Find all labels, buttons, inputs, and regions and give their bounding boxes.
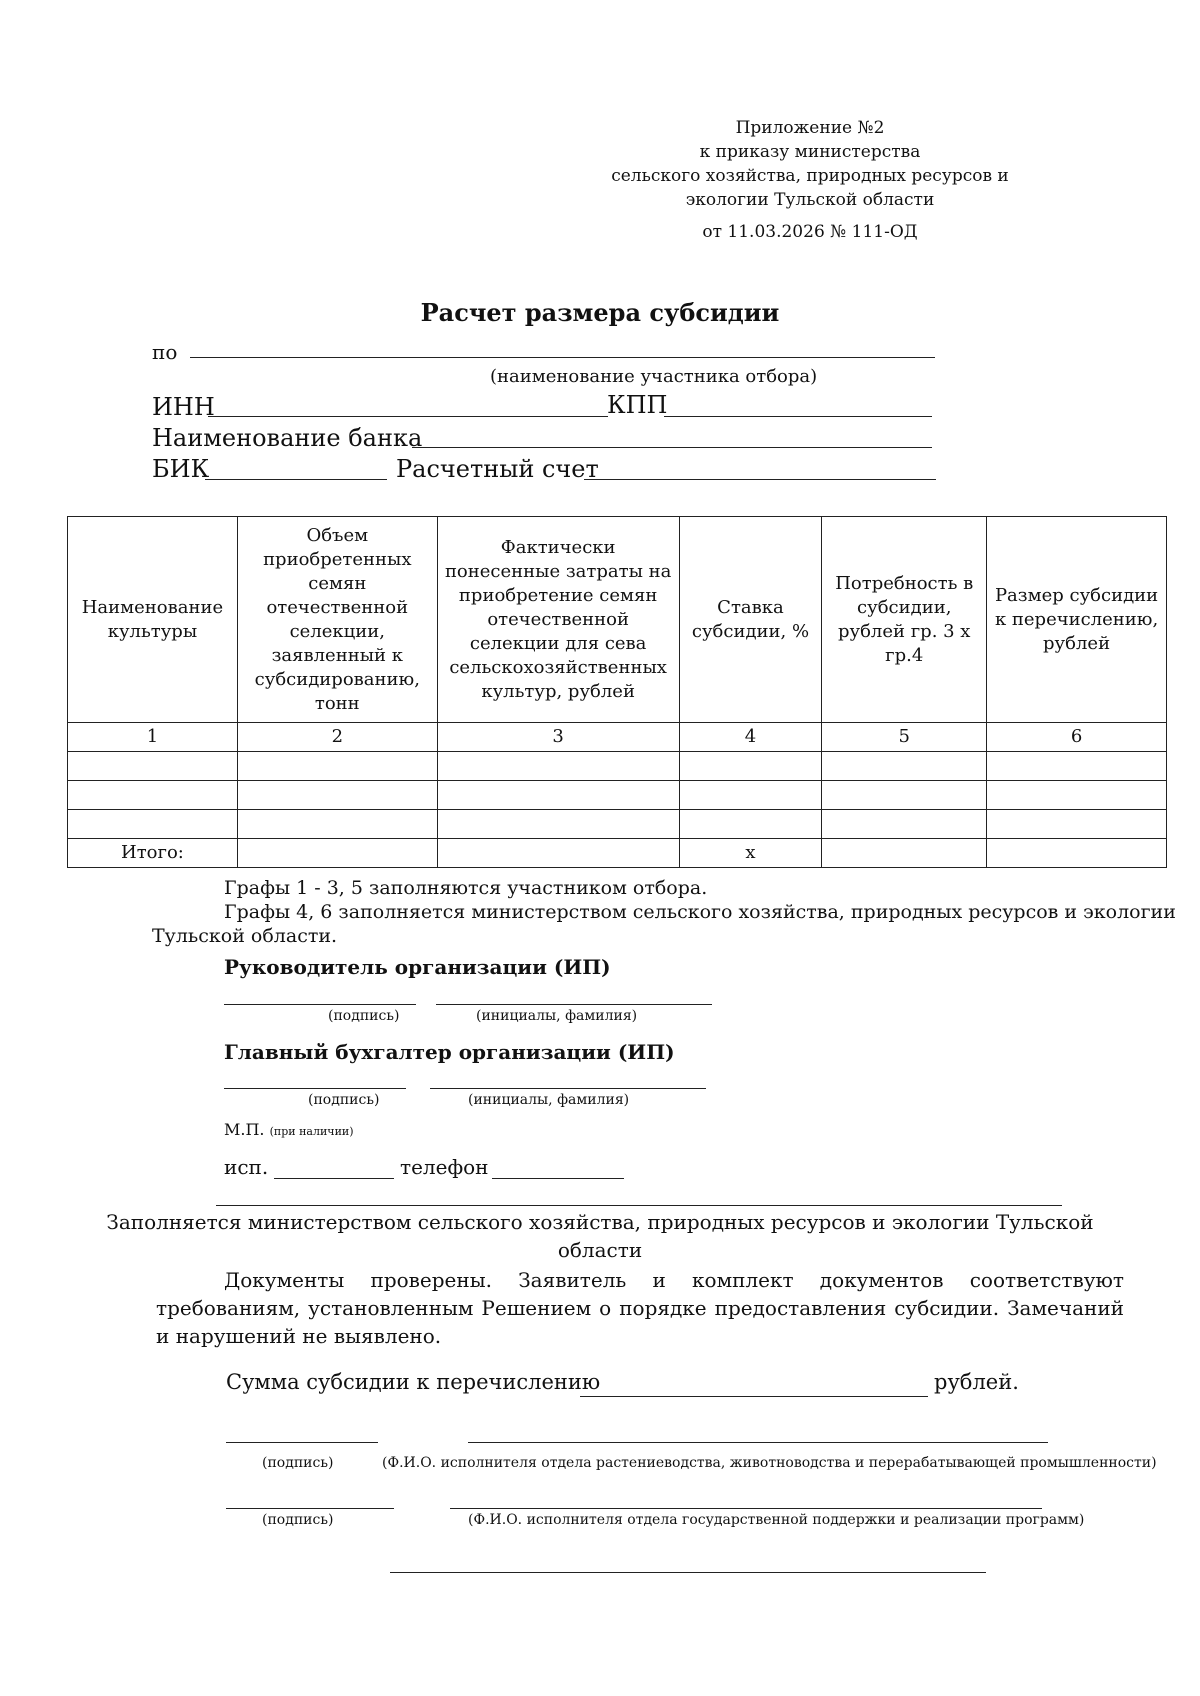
stamp-note: (при наличии) xyxy=(269,1125,354,1138)
table-cell[interactable] xyxy=(987,810,1167,839)
signature-caption: (подпись) xyxy=(262,1455,334,1471)
head-signature-field[interactable] xyxy=(224,1004,416,1005)
total-label: Итого: xyxy=(68,839,238,868)
appendix-line: к приказу министерства xyxy=(699,142,921,162)
section-divider xyxy=(216,1205,1062,1206)
table-cell[interactable] xyxy=(237,752,437,781)
table-row[interactable] xyxy=(68,781,1167,810)
table-cell[interactable] xyxy=(822,810,987,839)
table-cell[interactable] xyxy=(987,781,1167,810)
table-cell[interactable] xyxy=(437,752,679,781)
ministry-name-field-2[interactable] xyxy=(450,1508,1042,1509)
bik-field[interactable] xyxy=(205,479,387,480)
initials-caption: (инициалы, фамилия) xyxy=(476,1008,638,1024)
column-header: Потребность в субсидии, рублей гр. 3 х гр.4 xyxy=(822,517,987,723)
table-cell[interactable] xyxy=(987,839,1167,868)
bank-label: Наименование банка xyxy=(152,424,423,452)
table-cell[interactable] xyxy=(237,781,437,810)
order-number: № 111-ОД xyxy=(830,222,918,242)
total-rate-mark: х xyxy=(679,839,822,868)
inn-field[interactable] xyxy=(208,416,608,417)
ministry-heading-end: области xyxy=(557,1238,643,1262)
table-row[interactable] xyxy=(68,752,1167,781)
date-prefix: от xyxy=(702,222,723,242)
subsidy-table xyxy=(67,516,1167,868)
table-cell[interactable] xyxy=(679,781,822,810)
kpp-label: КПП xyxy=(607,391,668,419)
ministry-heading: Заполняется министерством сельского хозяйства, природных ресурсов и экологии Тульской xyxy=(106,1210,1094,1234)
head-title: Руководитель организации (ИП) xyxy=(224,955,611,979)
column-header: Наименование культуры xyxy=(68,517,238,723)
table-header-row xyxy=(68,517,1167,723)
executor-caption-1: (Ф.И.О. исполнителя отдела растениеводства, животноводства и перерабатывающей промышленности) xyxy=(382,1455,1157,1471)
table-cell[interactable] xyxy=(437,781,679,810)
participant-name-field[interactable] xyxy=(190,357,935,358)
bottom-line xyxy=(390,1572,986,1573)
note-2: Графы 4, 6 заполняется министерством сельского хозяйства, природных ресурсов и экологии xyxy=(224,901,1176,923)
po-label: по xyxy=(152,340,178,364)
initials-caption: (инициалы, фамилия) xyxy=(468,1092,630,1108)
table-cell[interactable] xyxy=(822,781,987,810)
ministry-signature-field-2[interactable] xyxy=(226,1508,394,1509)
accountant-signature-field[interactable] xyxy=(224,1088,406,1089)
column-number: 1 xyxy=(68,723,238,752)
page-title: Расчет размера субсидии xyxy=(420,298,780,327)
column-number: 4 xyxy=(679,723,822,752)
ministry-name-field-1[interactable] xyxy=(468,1442,1048,1443)
total-row xyxy=(68,839,1167,868)
order-date-line xyxy=(560,220,1060,244)
column-number-row xyxy=(68,723,1167,752)
inn-label: ИНН xyxy=(152,393,215,421)
executor-field[interactable] xyxy=(274,1178,394,1179)
account-field[interactable] xyxy=(584,479,936,480)
sum-unit: рублей. xyxy=(934,1370,1019,1394)
kpp-field[interactable] xyxy=(664,416,932,417)
check-statement: Документы проверены. Заявитель и комплект документов соответствуют требованиям, установленным Решением о порядке предоставления субсидии. Замечаний и нарушений не выявлено. xyxy=(156,1268,1124,1348)
appendix-line: сельского хозяйства, природных ресурсов и xyxy=(611,166,1009,186)
appendix-title: Приложение №2 xyxy=(735,118,885,138)
table-cell[interactable] xyxy=(237,810,437,839)
column-header: Фактически понесенные затраты на приобретение семян отечественной селекции для сева сельскохозяйственных культур, рублей xyxy=(437,517,679,723)
executor-caption-2: (Ф.И.О. исполнителя отдела государственной поддержки и реализации программ) xyxy=(468,1512,1085,1528)
table-cell[interactable] xyxy=(987,752,1167,781)
bank-field[interactable] xyxy=(412,447,932,448)
column-number: 5 xyxy=(822,723,987,752)
table-cell[interactable] xyxy=(679,752,822,781)
accountant-name-field[interactable] xyxy=(430,1088,706,1089)
account-label: Расчетный счет xyxy=(396,455,599,483)
table-cell[interactable] xyxy=(822,839,987,868)
signature-caption: (подпись) xyxy=(262,1512,334,1528)
signature-caption: (подпись) xyxy=(328,1008,400,1024)
table-cell[interactable] xyxy=(822,752,987,781)
sum-label: Сумма субсидии к перечислению xyxy=(226,1370,601,1394)
order-date: 11.03.2026 xyxy=(727,222,825,242)
note-2-end: Тульской области. xyxy=(152,925,338,947)
sum-field[interactable] xyxy=(580,1396,928,1397)
stamp-label: М.П. xyxy=(224,1120,265,1139)
column-number: 2 xyxy=(237,723,437,752)
column-header: Ставка субсидии, % xyxy=(679,517,822,723)
phone-label: телефон xyxy=(400,1155,489,1179)
appendix-block xyxy=(560,116,1060,244)
table-row[interactable] xyxy=(68,810,1167,839)
note-1: Графы 1 - 3, 5 заполняются участником отбора. xyxy=(224,877,708,899)
ministry-signature-field-1[interactable] xyxy=(226,1442,378,1443)
stamp-line xyxy=(224,1120,354,1139)
column-number: 3 xyxy=(437,723,679,752)
appendix-line: экологии Тульской области xyxy=(685,190,935,210)
head-name-field[interactable] xyxy=(436,1004,712,1005)
bik-label: БИК xyxy=(152,455,210,483)
signature-caption: (подпись) xyxy=(308,1092,380,1108)
table-cell[interactable] xyxy=(68,810,238,839)
accountant-title: Главный бухгалтер организации (ИП) xyxy=(224,1040,675,1064)
table-cell[interactable] xyxy=(679,810,822,839)
table-cell[interactable] xyxy=(437,810,679,839)
table-cell[interactable] xyxy=(237,839,437,868)
table-cell[interactable] xyxy=(68,752,238,781)
column-header: Размер субсидии к перечислению, рублей xyxy=(987,517,1167,723)
participant-caption: (наименование участника отбора) xyxy=(490,366,818,387)
column-header: Объем приобретенных семян отечественной селекции, заявленный к субсидированию, тонн xyxy=(237,517,437,723)
table-cell[interactable] xyxy=(68,781,238,810)
table-cell[interactable] xyxy=(437,839,679,868)
column-number: 6 xyxy=(987,723,1167,752)
executor-label: исп. xyxy=(224,1155,269,1179)
phone-field[interactable] xyxy=(492,1178,624,1179)
